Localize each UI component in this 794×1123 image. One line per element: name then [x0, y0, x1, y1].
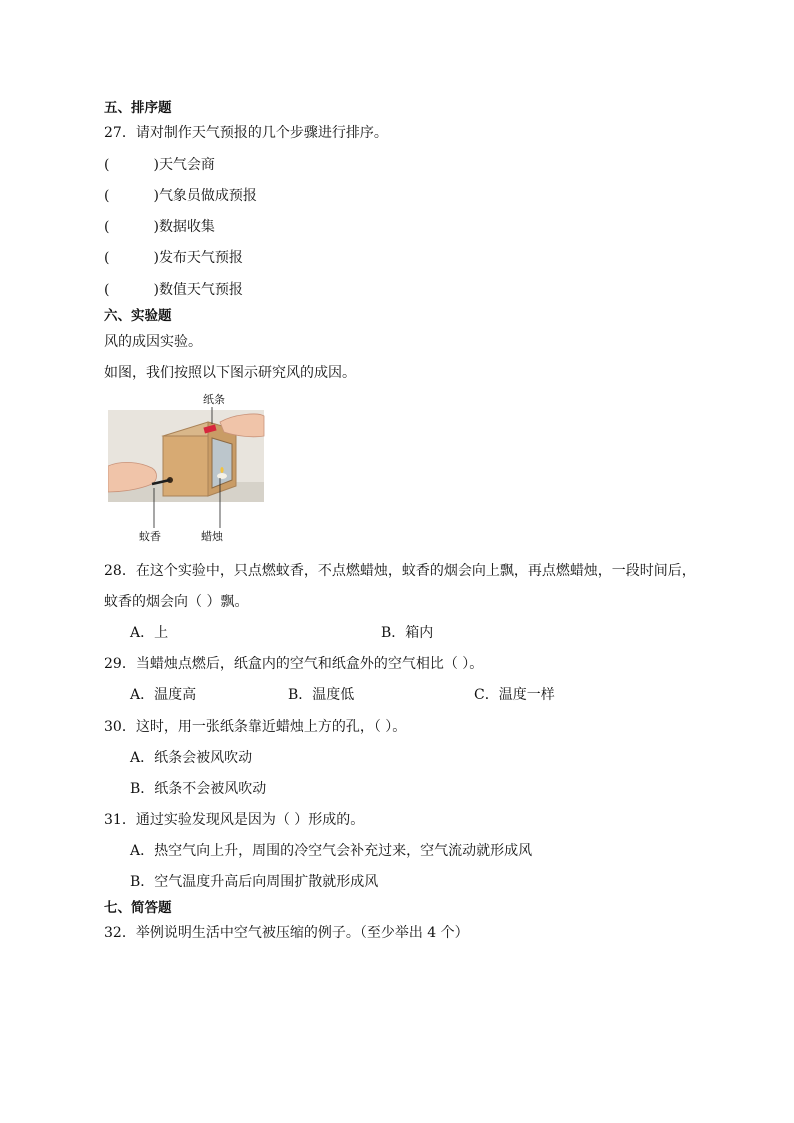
sort-item-1 [104, 156, 215, 174]
paren-open: ( [104, 157, 110, 173]
question-28-line-1: 28．在这个实验中，只点燃蚊香，不点燃蜡烛，蚊香的烟会向上飘，再点燃蜡烛，一段时间后， [104, 563, 696, 579]
question-30: 30．这时，用一张纸条靠近蜡烛上方的孔，（ ）。 [104, 719, 407, 735]
paren-close: ) [153, 188, 159, 204]
box-window [212, 438, 232, 488]
paren-open: ( [104, 219, 110, 235]
paren-open: ( [104, 282, 110, 298]
box-front [163, 436, 208, 496]
paren-close: ) [153, 219, 159, 235]
question-27: 27．请对制作天气预报的几个步骤进行排序。 [104, 125, 388, 141]
q30-option-a: A．纸条会被风吹动 [130, 750, 253, 766]
paren-open: ( [104, 188, 110, 204]
q28-option-a: A．上 [130, 625, 169, 641]
experiment-illustration [108, 396, 268, 544]
sort-item-4 [104, 249, 243, 267]
q28-option-b: B．箱内 [381, 625, 434, 641]
paren-close: ) [153, 157, 159, 173]
sort-item-label: 天气会商 [158, 157, 215, 173]
sort-item-2 [104, 187, 257, 205]
label-candle: 蜡烛 [201, 530, 223, 543]
experiment-intro-2: 如图，我们按照以下图示研究风的成因。 [104, 365, 356, 381]
paren-close: ) [153, 250, 159, 266]
section-heading-short-answer: 七、简答题 [104, 900, 172, 916]
label-incense: 蚊香 [139, 530, 161, 543]
paren-close: ) [153, 282, 159, 298]
q29-option-c: C．温度一样 [474, 687, 555, 703]
sort-item-5 [104, 281, 243, 299]
candle-flame [220, 467, 223, 473]
question-31: 31．通过实验发现风是因为（ ）形成的。 [104, 812, 365, 828]
sort-item-label: 气象员做成预报 [158, 188, 257, 204]
q31-option-a: A．热空气向上升，周围的冷空气会补充过来，空气流动就形成风 [130, 843, 533, 859]
candle-body [217, 473, 227, 479]
label-paper-strip: 纸条 [203, 393, 225, 406]
paren-open: ( [104, 250, 110, 266]
question-28-line-2: 蚊香的烟会向（ ）飘。 [104, 594, 249, 610]
q29-option-a: A．温度高 [130, 687, 197, 703]
question-29: 29．当蜡烛点燃后，纸盒内的空气和纸盒外的空气相比（ ）。 [104, 656, 484, 672]
sort-item-label: 发布天气预报 [158, 250, 243, 266]
q30-option-b: B．纸条不会被风吹动 [130, 781, 267, 797]
section-heading-sort: 五、排序题 [104, 100, 172, 116]
q31-option-b: B．空气温度升高后向周围扩散就形成风 [130, 874, 379, 890]
experiment-figure [108, 393, 268, 544]
sort-item-label: 数据收集 [158, 219, 215, 235]
q29-option-b: B．温度低 [288, 687, 355, 703]
sort-item-3 [104, 218, 215, 236]
section-heading-experiment: 六、实验题 [104, 308, 172, 324]
experiment-intro-1: 风的成因实验。 [104, 334, 202, 350]
question-32: 32．举例说明生活中空气被压缩的例子。（至少举出 4 个） [104, 925, 469, 941]
sort-item-label: 数值天气预报 [158, 282, 243, 298]
